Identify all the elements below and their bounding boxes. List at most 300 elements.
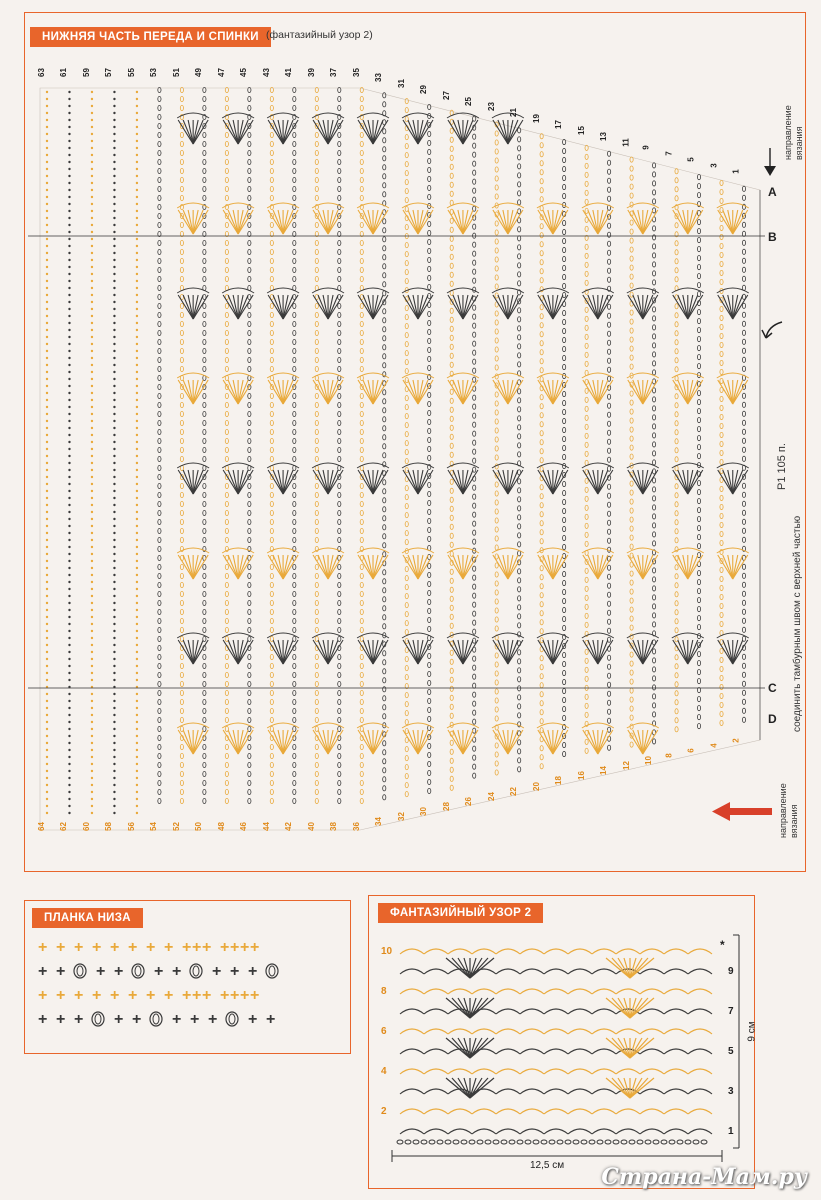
chain-arc bbox=[592, 1049, 616, 1054]
top-row-number: 11 bbox=[621, 137, 631, 147]
top-row-number: 23 bbox=[486, 102, 496, 112]
chain-stitch bbox=[421, 1140, 427, 1144]
bottom-row-number: 42 bbox=[284, 822, 294, 831]
single-crochet-mark: + bbox=[266, 1011, 276, 1028]
chain-arc bbox=[496, 1049, 520, 1054]
chain-arc bbox=[400, 1049, 424, 1054]
top-row-number: 41 bbox=[284, 68, 294, 77]
bottom-row-number: 52 bbox=[171, 822, 181, 831]
bottom-row-number: 50 bbox=[194, 822, 204, 831]
top-row-number: 59 bbox=[81, 68, 91, 77]
single-crochet-mark: + bbox=[56, 987, 66, 1004]
fan-motif bbox=[606, 1038, 654, 1058]
chain-stitch bbox=[685, 1140, 691, 1144]
pattern2-row-number: 7 bbox=[728, 1006, 734, 1017]
single-crochet-mark: + bbox=[146, 987, 156, 1004]
chain-stitch bbox=[541, 1140, 547, 1144]
chain-stitch bbox=[589, 1140, 595, 1144]
chain-stitch bbox=[637, 1140, 643, 1144]
bottom-row-number: 36 bbox=[351, 822, 361, 831]
chain-arc bbox=[496, 1009, 520, 1014]
chain-arc bbox=[688, 989, 712, 994]
chain-arc bbox=[664, 1089, 688, 1094]
chain-arc bbox=[424, 1089, 448, 1094]
single-crochet-mark: + bbox=[92, 939, 102, 956]
chain-arc bbox=[688, 949, 712, 954]
chain-stitch bbox=[437, 1140, 443, 1144]
chain-stitch bbox=[661, 1140, 667, 1144]
chain-stitch bbox=[485, 1140, 491, 1144]
chain-arc bbox=[544, 1069, 568, 1074]
top-row-number: 13 bbox=[599, 131, 609, 141]
chain-arc bbox=[640, 1129, 664, 1134]
chain-arc bbox=[520, 1089, 544, 1094]
bottom-row-number: 38 bbox=[329, 822, 339, 831]
top-row-number: 53 bbox=[149, 68, 159, 77]
single-crochet-mark: + bbox=[192, 987, 202, 1004]
chain-arc bbox=[400, 1069, 424, 1074]
single-crochet-mark: + bbox=[230, 939, 240, 956]
chain-stitch bbox=[613, 1140, 619, 1144]
bottom-row-number: 4 bbox=[709, 742, 719, 748]
chain-arc bbox=[544, 949, 568, 954]
chain-arc bbox=[592, 1069, 616, 1074]
chain-arc bbox=[400, 949, 424, 954]
bottom-row-number: 26 bbox=[464, 796, 474, 806]
chain-arc bbox=[448, 1129, 472, 1134]
top-row-number: 61 bbox=[59, 68, 69, 77]
chain-arc bbox=[424, 1109, 448, 1114]
top-row-number: 3 bbox=[709, 163, 719, 168]
top-row-number: 5 bbox=[686, 157, 696, 162]
chain-arc bbox=[544, 1089, 568, 1094]
top-row-number: 51 bbox=[171, 68, 181, 77]
chain-arc bbox=[592, 1009, 616, 1014]
chain-arc bbox=[544, 1109, 568, 1114]
chain-arc bbox=[520, 1049, 544, 1054]
chain-arc bbox=[616, 1129, 640, 1134]
chain-stitch bbox=[653, 1140, 659, 1144]
chain-arc bbox=[544, 1129, 568, 1134]
chain-arc bbox=[472, 1109, 496, 1114]
chain-arc bbox=[640, 1089, 664, 1094]
chain-arc bbox=[592, 1109, 616, 1114]
bottom-row-number: 48 bbox=[216, 822, 226, 831]
single-crochet-mark: + bbox=[74, 987, 84, 1004]
chain-arc bbox=[424, 949, 448, 954]
letter-d: D bbox=[768, 712, 777, 726]
chain-arc bbox=[424, 1129, 448, 1134]
chain-arc bbox=[616, 1029, 640, 1034]
chain-arc bbox=[688, 969, 712, 974]
single-crochet-mark: + bbox=[202, 987, 212, 1004]
single-crochet-mark: + bbox=[230, 963, 240, 980]
single-crochet-mark: + bbox=[208, 1011, 218, 1028]
chain-stitch bbox=[629, 1140, 635, 1144]
chain-arc bbox=[688, 1129, 712, 1134]
bottom-row-number: 58 bbox=[104, 822, 114, 831]
chain-stitch bbox=[565, 1140, 571, 1144]
fan-motif bbox=[446, 1038, 494, 1058]
single-crochet-mark: + bbox=[128, 939, 138, 956]
chain-arc bbox=[424, 1069, 448, 1074]
letter-b: B bbox=[768, 230, 777, 244]
top-row-number: 15 bbox=[576, 125, 586, 135]
chain-arc bbox=[640, 1009, 664, 1014]
chain-stitch bbox=[693, 1140, 699, 1144]
chain-arc bbox=[424, 1049, 448, 1054]
chain-arc bbox=[400, 969, 424, 974]
chain-arc bbox=[640, 1109, 664, 1114]
chain-arc bbox=[400, 1109, 424, 1114]
chain-arc bbox=[472, 1029, 496, 1034]
single-crochet-mark: + bbox=[154, 963, 164, 980]
bottom-row-number: 46 bbox=[239, 822, 249, 831]
top-row-number: 47 bbox=[216, 68, 226, 77]
single-crochet-mark: + bbox=[56, 939, 66, 956]
bottom-row-number: 20 bbox=[531, 781, 541, 791]
chain-arc bbox=[400, 1129, 424, 1134]
bottom-row-number: 56 bbox=[126, 822, 136, 831]
top-row-number: 49 bbox=[194, 68, 204, 77]
single-crochet-mark: + bbox=[182, 987, 192, 1004]
seam-note: соединить тамбурным швом с верхней частью bbox=[792, 515, 803, 732]
single-crochet-mark: + bbox=[56, 1011, 66, 1028]
chain-stitch bbox=[525, 1140, 531, 1144]
chain-stitch bbox=[549, 1140, 555, 1144]
top-row-number: 9 bbox=[641, 145, 651, 151]
bottom-row-number: 22 bbox=[509, 786, 519, 796]
chain-arc bbox=[544, 1029, 568, 1034]
chain-arc bbox=[400, 1009, 424, 1014]
chain-arc bbox=[568, 949, 592, 954]
top-row-number: 63 bbox=[36, 68, 46, 77]
chain-arc bbox=[688, 1049, 712, 1054]
single-crochet-mark: + bbox=[172, 1011, 182, 1028]
chain-arc bbox=[520, 949, 544, 954]
chain-stitch bbox=[445, 1140, 451, 1144]
single-crochet-mark: + bbox=[114, 1011, 124, 1028]
chain-arc bbox=[496, 1129, 520, 1134]
fan-motif bbox=[446, 1078, 494, 1098]
chain-arc bbox=[568, 1129, 592, 1134]
chain-stitch bbox=[621, 1140, 627, 1144]
chain-arc bbox=[664, 1029, 688, 1034]
bottom-row-number: 28 bbox=[441, 802, 451, 811]
chain-stitch bbox=[501, 1140, 507, 1144]
pattern2-row-number: 4 bbox=[381, 1066, 387, 1077]
chain-arc bbox=[640, 1069, 664, 1074]
top-row-number: 31 bbox=[396, 79, 406, 89]
single-crochet-mark: + bbox=[220, 939, 230, 956]
top-row-number: 27 bbox=[441, 90, 451, 100]
chain-arc bbox=[472, 1069, 496, 1074]
chain-arc bbox=[640, 949, 664, 954]
direction-label-top: направление вязания bbox=[783, 105, 804, 160]
single-crochet-mark: + bbox=[202, 939, 212, 956]
single-crochet-mark: + bbox=[74, 1011, 84, 1028]
chain-arc bbox=[592, 1089, 616, 1094]
chain-stitch bbox=[413, 1140, 419, 1144]
pattern2-row-number: 8 bbox=[381, 986, 387, 997]
chain-arc bbox=[664, 1069, 688, 1074]
top-row-number: 37 bbox=[329, 68, 339, 77]
bottom-row-number: 32 bbox=[396, 812, 406, 822]
main-chart-subtitle: (фантазийный узор 2) bbox=[266, 29, 373, 41]
chain-stitch bbox=[397, 1140, 403, 1144]
main-chart-title: НИЖНЯЯ ЧАСТЬ ПЕРЕДА И СПИНКИ bbox=[30, 27, 271, 47]
chain-stitch bbox=[517, 1140, 523, 1144]
chain-stitch bbox=[557, 1140, 563, 1144]
chain-arc bbox=[688, 1089, 712, 1094]
repeat-mark: * bbox=[720, 938, 725, 952]
chain-arc bbox=[640, 1049, 664, 1054]
bottom-row-number: 44 bbox=[261, 822, 271, 831]
chain-arc bbox=[568, 1009, 592, 1014]
chain-arc bbox=[448, 1069, 472, 1074]
single-crochet-mark: + bbox=[38, 939, 48, 956]
planka-title: ПЛАНКА НИЗА bbox=[32, 908, 143, 928]
fan-motif bbox=[446, 958, 494, 978]
pattern2-row-number: 9 bbox=[728, 966, 734, 977]
direction-label-bottom: направление вязания bbox=[778, 783, 799, 838]
chain-arc bbox=[424, 1009, 448, 1014]
single-crochet-mark: + bbox=[132, 1011, 142, 1028]
top-row-number: 29 bbox=[419, 85, 429, 94]
single-crochet-mark: + bbox=[96, 963, 106, 980]
letter-c: C bbox=[768, 681, 777, 695]
chain-stitch bbox=[645, 1140, 651, 1144]
top-row-number: 17 bbox=[554, 120, 564, 129]
top-row-number: 45 bbox=[239, 68, 249, 77]
single-crochet-mark: + bbox=[164, 939, 174, 956]
chain-stitch bbox=[509, 1140, 515, 1144]
chain-arc bbox=[400, 1089, 424, 1094]
chain-arc bbox=[640, 969, 664, 974]
chain-arc bbox=[496, 969, 520, 974]
chain-stitch bbox=[597, 1140, 603, 1144]
chain-arc bbox=[664, 1129, 688, 1134]
bottom-row-number: 14 bbox=[599, 766, 609, 776]
single-crochet-mark: + bbox=[38, 987, 48, 1004]
single-crochet-mark: + bbox=[220, 987, 230, 1004]
top-row-number: 21 bbox=[509, 108, 519, 118]
chain-stitch bbox=[429, 1140, 435, 1144]
letter-a: A bbox=[768, 185, 777, 199]
top-row-number: 25 bbox=[464, 96, 474, 106]
chain-arc bbox=[424, 1029, 448, 1034]
chain-arc bbox=[592, 1029, 616, 1034]
chain-arc bbox=[640, 1029, 664, 1034]
chain-arc bbox=[448, 949, 472, 954]
height-label: 9 см bbox=[746, 1021, 758, 1042]
single-crochet-mark: + bbox=[192, 939, 202, 956]
single-crochet-mark: + bbox=[212, 963, 222, 980]
top-row-number: 33 bbox=[374, 73, 384, 83]
chain-stitch bbox=[405, 1140, 411, 1144]
bottom-row-number: 2 bbox=[731, 737, 741, 743]
single-crochet-mark: + bbox=[114, 963, 124, 980]
bottom-row-number: 62 bbox=[59, 822, 69, 831]
chain-arc bbox=[664, 1009, 688, 1014]
chain-arc bbox=[544, 1049, 568, 1054]
top-row-number: 39 bbox=[306, 68, 316, 77]
chain-arc bbox=[688, 1029, 712, 1034]
chain-stitch bbox=[533, 1140, 539, 1144]
watermark: Страна-Мам.ру bbox=[601, 1164, 807, 1190]
chain-arc bbox=[520, 1069, 544, 1074]
single-crochet-mark: + bbox=[190, 1011, 200, 1028]
chain-arc bbox=[424, 969, 448, 974]
bottom-row-number: 64 bbox=[36, 822, 46, 831]
chain-arc bbox=[424, 989, 448, 994]
single-crochet-mark: + bbox=[230, 987, 240, 1004]
top-row-number: 43 bbox=[261, 68, 271, 77]
single-crochet-mark: + bbox=[248, 1011, 258, 1028]
chain-stitch bbox=[461, 1140, 467, 1144]
fan-motif bbox=[606, 958, 654, 978]
chain-arc bbox=[520, 1029, 544, 1034]
chain-arc bbox=[496, 1109, 520, 1114]
single-crochet-mark: + bbox=[248, 963, 258, 980]
single-crochet-mark: + bbox=[172, 963, 182, 980]
chain-arc bbox=[568, 989, 592, 994]
chain-arc bbox=[400, 989, 424, 994]
chain-stitch bbox=[573, 1140, 579, 1144]
top-row-number: 19 bbox=[531, 114, 541, 124]
chain-arc bbox=[568, 1069, 592, 1074]
chain-arc bbox=[496, 1029, 520, 1034]
pattern2-row-number: 6 bbox=[381, 1026, 387, 1037]
single-crochet-mark: + bbox=[240, 939, 250, 956]
single-crochet-mark: + bbox=[56, 963, 66, 980]
chain-arc bbox=[568, 1029, 592, 1034]
pattern2-row-number: 10 bbox=[381, 946, 393, 957]
single-crochet-mark: + bbox=[38, 963, 48, 980]
bottom-row-number: 24 bbox=[486, 791, 496, 801]
single-crochet-mark: + bbox=[250, 987, 260, 1004]
chain-stitch bbox=[469, 1140, 475, 1144]
chain-arc bbox=[592, 969, 616, 974]
fan-motif bbox=[606, 1078, 654, 1098]
chain-arc bbox=[616, 1069, 640, 1074]
chain-arc bbox=[616, 1109, 640, 1114]
chain-stitch bbox=[669, 1140, 675, 1144]
chain-arc bbox=[520, 1109, 544, 1114]
bottom-row-number: 34 bbox=[374, 817, 384, 827]
single-crochet-mark: + bbox=[92, 987, 102, 1004]
chain-arc bbox=[520, 1129, 544, 1134]
single-crochet-mark: + bbox=[164, 987, 174, 1004]
fan-motif bbox=[606, 998, 654, 1018]
chain-stitch bbox=[581, 1140, 587, 1144]
chain-arc bbox=[544, 989, 568, 994]
chain-arc bbox=[520, 969, 544, 974]
chain-arc bbox=[544, 1009, 568, 1014]
top-row-number: 7 bbox=[664, 151, 674, 156]
chain-arc bbox=[568, 1089, 592, 1094]
top-row-number: 35 bbox=[351, 68, 361, 77]
top-row-number: 55 bbox=[126, 68, 136, 77]
chain-stitch bbox=[493, 1140, 499, 1144]
top-row-number: 1 bbox=[731, 169, 741, 174]
chain-arc bbox=[664, 1109, 688, 1114]
chain-arc bbox=[568, 1109, 592, 1114]
single-crochet-mark: + bbox=[38, 1011, 48, 1028]
chain-arc bbox=[472, 949, 496, 954]
bottom-row-number: 10 bbox=[644, 756, 654, 765]
chain-arc bbox=[496, 1069, 520, 1074]
chain-arc bbox=[688, 1009, 712, 1014]
chain-arc bbox=[472, 989, 496, 994]
chain-arc bbox=[520, 1009, 544, 1014]
bottom-row-number: 54 bbox=[149, 822, 159, 831]
single-crochet-mark: + bbox=[182, 939, 192, 956]
chain-arc bbox=[664, 989, 688, 994]
stitch-count: Р1 105 п. bbox=[776, 443, 788, 490]
chain-arc bbox=[448, 989, 472, 994]
pattern2-row-number: 3 bbox=[728, 1086, 734, 1097]
chain-arc bbox=[544, 969, 568, 974]
chain-arc bbox=[640, 989, 664, 994]
bottom-row-number: 30 bbox=[419, 807, 429, 817]
chain-arc bbox=[568, 969, 592, 974]
pattern2-title: ФАНТАЗИЙНЫЙ УЗОР 2 bbox=[378, 903, 543, 923]
pattern2-row-number: 5 bbox=[728, 1046, 734, 1057]
chain-arc bbox=[400, 1029, 424, 1034]
single-crochet-mark: + bbox=[250, 939, 260, 956]
chain-arc bbox=[664, 1049, 688, 1054]
chain-arc bbox=[592, 949, 616, 954]
chain-arc bbox=[496, 1089, 520, 1094]
chain-arc bbox=[496, 989, 520, 994]
chain-arc bbox=[448, 1029, 472, 1034]
chain-stitch bbox=[477, 1140, 483, 1144]
bottom-row-number: 60 bbox=[81, 822, 91, 831]
chain-arc bbox=[616, 989, 640, 994]
single-crochet-mark: + bbox=[128, 987, 138, 1004]
chain-arc bbox=[472, 1129, 496, 1134]
chain-arc bbox=[496, 949, 520, 954]
chain-arc bbox=[664, 949, 688, 954]
bottom-row-number: 8 bbox=[664, 753, 674, 758]
bottom-row-number: 40 bbox=[306, 822, 316, 831]
chain-arc bbox=[520, 989, 544, 994]
single-crochet-mark: + bbox=[110, 939, 120, 956]
chain-arc bbox=[448, 1109, 472, 1114]
top-row-number: 57 bbox=[104, 68, 114, 77]
bottom-row-number: 18 bbox=[554, 776, 564, 786]
chain-arc bbox=[592, 989, 616, 994]
bottom-row-number: 16 bbox=[576, 771, 586, 781]
chain-arc bbox=[592, 1129, 616, 1134]
single-crochet-mark: + bbox=[146, 939, 156, 956]
single-crochet-mark: + bbox=[240, 987, 250, 1004]
fan-motif bbox=[446, 998, 494, 1018]
single-crochet-mark: + bbox=[110, 987, 120, 1004]
chain-arc bbox=[688, 1109, 712, 1114]
bottom-row-number: 6 bbox=[686, 748, 696, 753]
chain-arc bbox=[688, 1069, 712, 1074]
single-crochet-mark: + bbox=[74, 939, 84, 956]
chain-stitch bbox=[453, 1140, 459, 1144]
pattern2-row-number: 1 bbox=[728, 1126, 734, 1137]
chain-stitch bbox=[677, 1140, 683, 1144]
chain-arc bbox=[664, 969, 688, 974]
chain-arc bbox=[568, 1049, 592, 1054]
chain-stitch bbox=[701, 1140, 707, 1144]
pattern2-row-number: 2 bbox=[381, 1106, 387, 1117]
